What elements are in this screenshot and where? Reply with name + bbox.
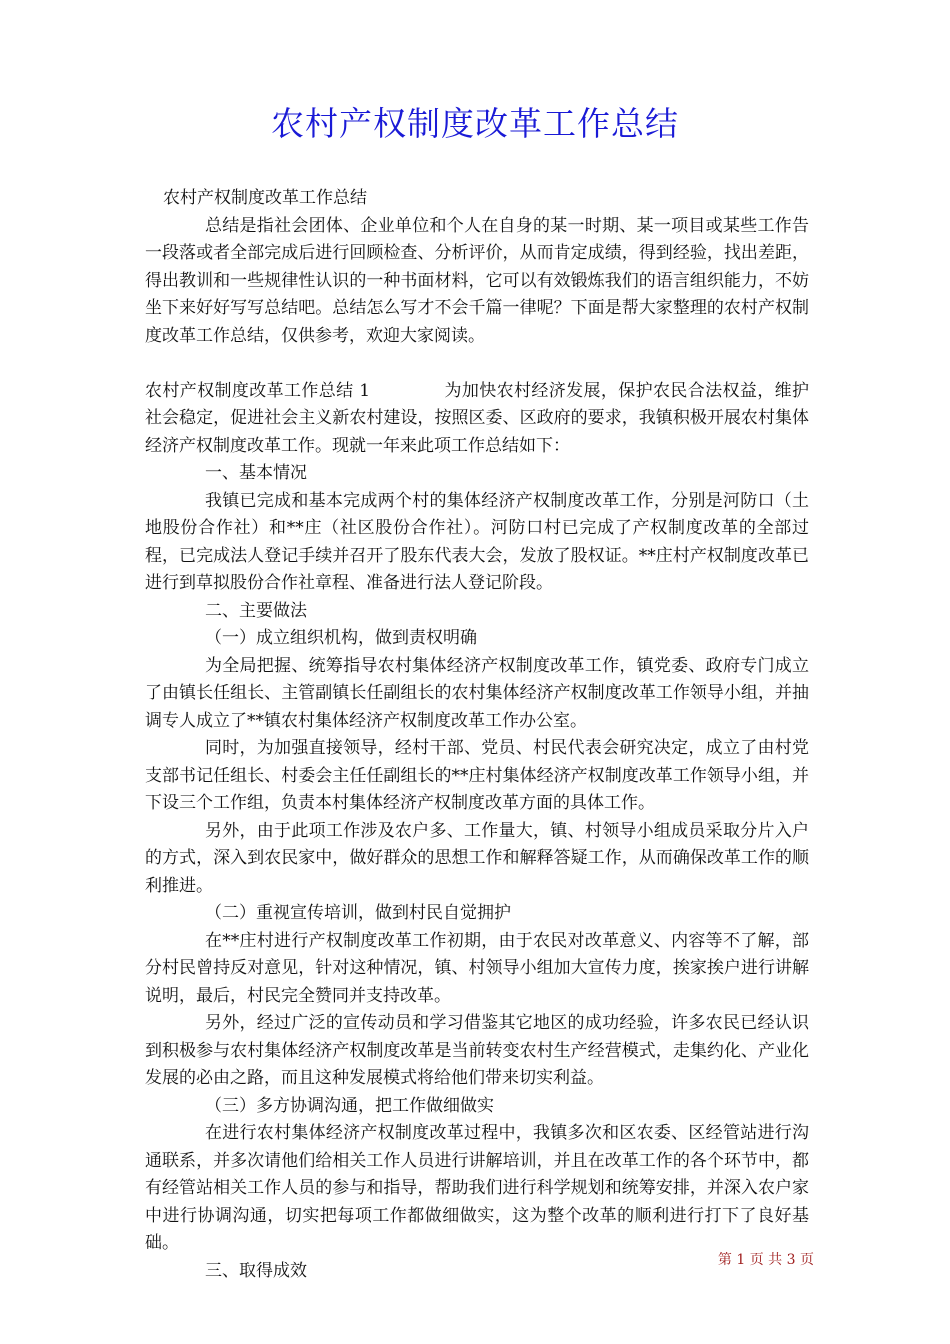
paragraph-gap <box>145 350 809 378</box>
subheading-coordination: （三）多方协调沟通，把工作做细做实 <box>205 1095 494 1116</box>
paragraph-experience: 另外，经过广泛的宣传动员和学习借鉴其它地区的成功经验，许多农民已经认识到积极参与农村集体经济产权制度改革是当前转变农村生产经营模式，走集约化、产业化发展的必由之路，而且这种发展模式将给他们带来切实利益。 <box>145 1013 809 1088</box>
paragraph-household-visits: 另外，由于此项工作涉及农户多、工作量大，镇、村领导小组成员采取分片入户的方式，深入到农民家中，做好群众的思想工作和解释答疑工作，从而确保改革工作的顺利推进。 <box>145 820 809 896</box>
document-body <box>145 185 809 1285</box>
paragraph-direct-leadership: 同时，为加强直接领导，经村干部、党员、村民代表会研究决定，成立了由村党支部书记任组长、村委会主任任副组长的**庄村集体经济产权制度改革工作领导小组，并下设三个工作组，负责本村集体经济产权制度改革方面的具体工作。 <box>145 738 809 813</box>
paragraph-coordination: 在进行农村集体经济产权制度改革过程中，我镇多次和区农委、区经管站进行沟通联系，并多次请他们给相关工作人员进行讲解培训，并且在改革工作的各个环节中，都有经管站相关工作人员的参与和指导，帮助我们进行科学规划和统筹安排，并深入农户家中进行协调沟通，切实把每项工作都做细做实，这为整个改革的顺利进行打下了良好基础。 <box>145 1123 809 1253</box>
document-title: 农村产权制度改革工作总结 <box>271 104 679 143</box>
subheading-organization: （一）成立组织机构，做到责权明确 <box>205 628 477 648</box>
subheading-publicity: （二）重视宣传培训，做到村民自觉拥护 <box>205 903 511 923</box>
heading-basic-situation: 一、基本情况 <box>205 463 307 483</box>
paragraph-basic-situation: 我镇已完成和基本完成两个村的集体经济产权制度改革工作，分别是河防口（土地股份合作社）和**庄（社区股份合作社）。河防口村已完成了产权制度改革的全部过程，已完成法人登记手续并召开了股东代表大会，发放了股权证。**庄村产权制度改革已进行到草拟股份合作社章程、准备进行法人登记阶段。 <box>145 490 809 593</box>
section-title: 农村产权制度改革工作总结 1 <box>145 380 371 401</box>
paragraph-publicity: 在**庄村进行产权制度改革工作初期，由于农民对改革意义、内容等不了解，部分村民曾持反对意见，针对这种情况，镇、村领导小组加大宣传力度，挨家挨户进行讲解说明，最后，村民完全赞同并支持改革。 <box>145 930 809 1006</box>
heading-results: 三、取得成效 <box>205 1260 307 1281</box>
section-lead: 为加快农村经济发展，保护农民合法权益，维护社会稳定，促进社会主义新农村建设，按照区委、区政府的要求，我镇积极开展农村集体经济产权制度改革工作。现就一年来此项工作总结如下： <box>145 380 809 456</box>
section-paragraph <box>145 378 809 461</box>
paragraph-organization: 为全局把握、统筹指导农村集体经济产权制度改革工作，镇党委、政府专门成立了由镇长任组长、主管副镇长任副组长的农村集体经济产权制度改革工作领导小组，并抽调专人成立了**镇农村集体经济产权制度改革工作办公室。 <box>145 655 809 731</box>
document-subtitle: 农村产权制度改革工作总结 <box>163 188 367 208</box>
heading-main-practices: 二、主要做法 <box>205 600 307 621</box>
page-number: 第 1 页 共 3 页 <box>717 1252 814 1268</box>
intro-paragraph: 总结是指社会团体、企业单位和个人在自身的某一时期、某一项目或某些工作告一段落或者全部完成后进行回顾检查、分析评价，从而肯定成绩，得到经验，找出差距，得出教训和一些规律性认识的一种书面材料，它可以有效锻炼我们的语言组织能力，不妨坐下来好好写写总结吧。总结怎么写才不会千篇一律呢？下面是帮大家整理的农村产权制度改革工作总结，仅供参考，欢迎大家阅读。 <box>145 215 809 346</box>
